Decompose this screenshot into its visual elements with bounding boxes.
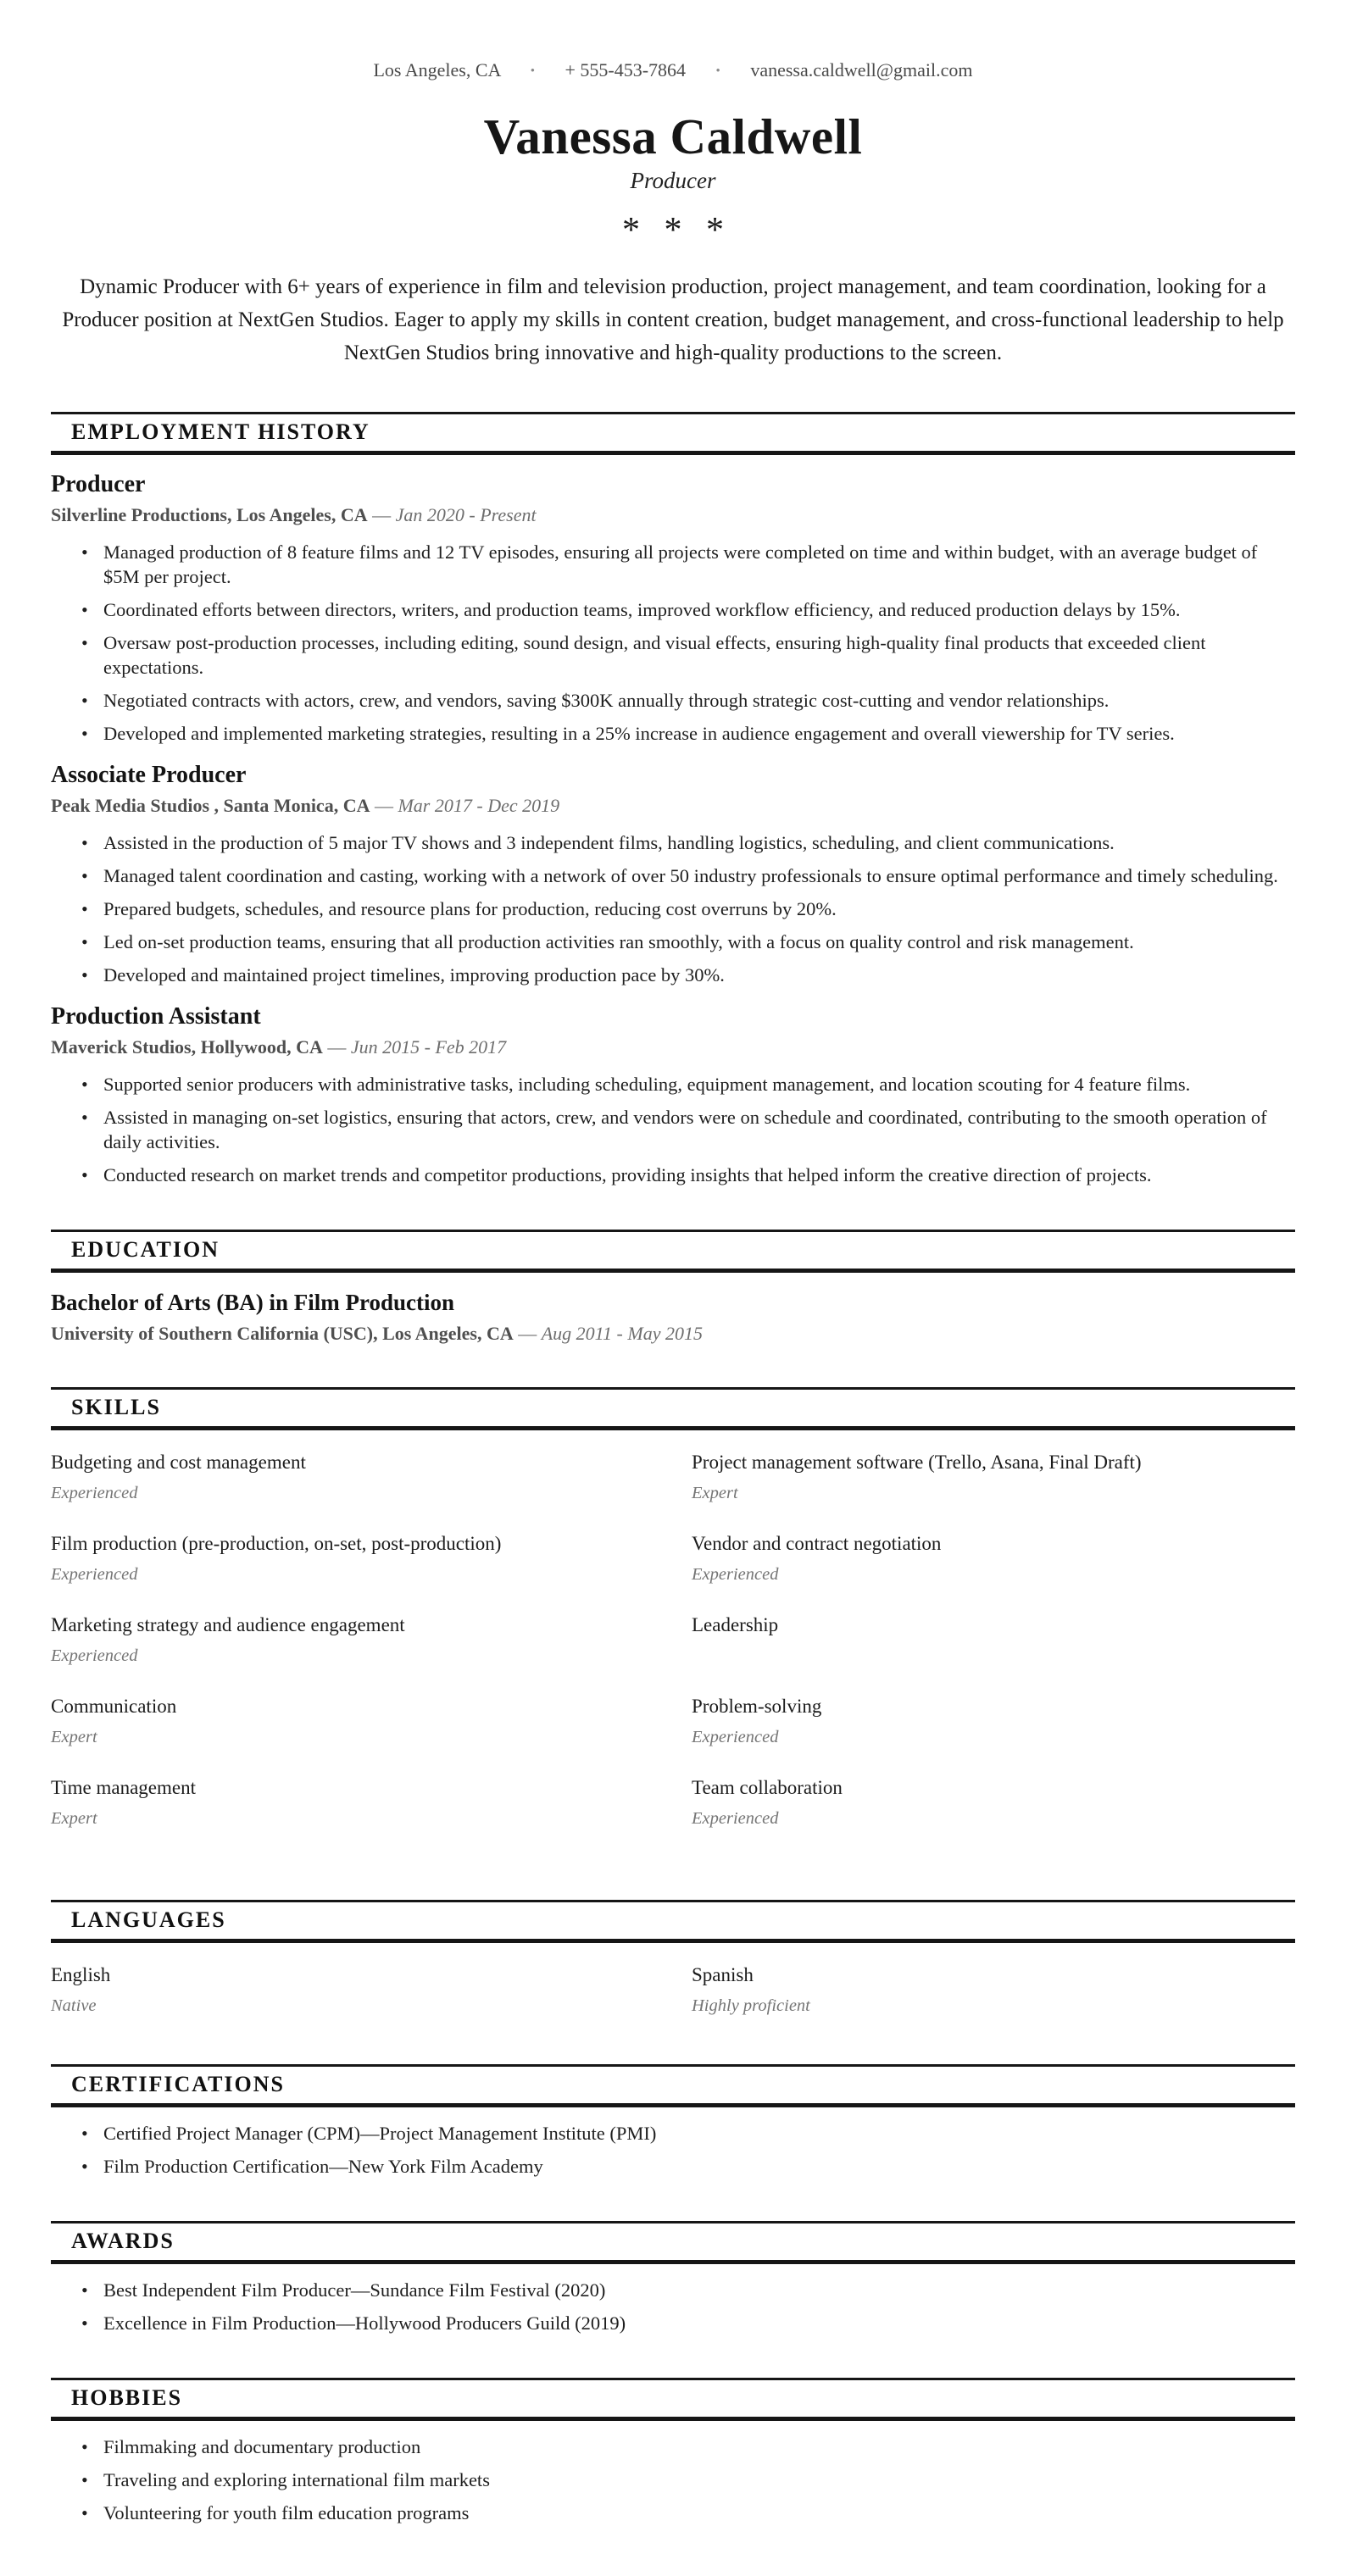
- contact-line: [51, 59, 1295, 81]
- skill-level: Experienced: [692, 1809, 779, 1828]
- skill-item: [692, 1451, 1295, 1504]
- skill-name: Marketing strategy and audience engagement: [51, 1614, 405, 1635]
- job-bullets: [51, 830, 1295, 987]
- contact-phone: + 555-453-7864: [565, 59, 687, 80]
- skill-level: Expert: [692, 1484, 738, 1502]
- section-awards: [51, 2221, 1295, 2335]
- dash-separator: —: [327, 1036, 347, 1058]
- job-dates: Jan 2020 - Present: [395, 504, 537, 525]
- section-languages: [51, 1900, 1295, 2022]
- resume-header: [51, 59, 1295, 369]
- education-dates: Aug 2011 - May 2015: [541, 1323, 703, 1344]
- skill-level: Experienced: [51, 1565, 138, 1584]
- skill-level: [692, 1646, 1295, 1667]
- section-title: SKILLS: [51, 1387, 1295, 1430]
- job-entry: [51, 762, 1295, 987]
- contact-email: vanessa.caldwell@gmail.com: [750, 59, 973, 80]
- job-company: Silverline Productions, Los Angeles, CA: [51, 504, 368, 525]
- job-entry: [51, 1003, 1295, 1187]
- hobby-item: • Volunteering for youth film education programs: [51, 2501, 1295, 2525]
- hobby-item: • Filmmaking and documentary production: [51, 2434, 1295, 2459]
- job-dates: Mar 2017 - Dec 2019: [398, 795, 560, 816]
- job-company: Maverick Studios, Hollywood, CA: [51, 1036, 323, 1058]
- section-title: EDUCATION: [51, 1230, 1295, 1273]
- hobbies-list: [51, 2434, 1295, 2525]
- asterisk-divider-icon: * * *: [622, 211, 724, 250]
- skill-item: [692, 1532, 1295, 1585]
- job-bullet: • Supported senior producers with administrative tasks, including scheduling, equipment management, and location scouting for 4 feature films.: [51, 1072, 1295, 1096]
- degree-title: Bachelor of Arts (BA) in Film Production: [51, 1290, 454, 1315]
- skill-item: [692, 1695, 1295, 1748]
- language-level: Native: [51, 1996, 97, 2015]
- language-name: Spanish: [692, 1964, 754, 1985]
- section-skills: [51, 1387, 1295, 1857]
- job-dates: Jun 2015 - Feb 2017: [350, 1036, 507, 1058]
- award-item: • Best Independent Film Producer—Sundance Film Festival (2020): [51, 2278, 1295, 2302]
- education-meta: [51, 1323, 1295, 1345]
- dash-separator: —: [518, 1323, 537, 1344]
- job-bullet: • Conducted research on market trends and competitor productions, providing insights that helped inform the creative direction of projects.: [51, 1163, 1295, 1187]
- job-bullet: • Prepared budgets, schedules, and resource plans for production, reducing cost overruns by 20%.: [51, 897, 1295, 921]
- language-item: [51, 1963, 654, 2017]
- section-title: CERTIFICATIONS: [51, 2064, 1295, 2107]
- hobby-item: • Traveling and exploring international film markets: [51, 2468, 1295, 2492]
- skill-level: Expert: [51, 1809, 97, 1828]
- job-entry: [51, 471, 1295, 746]
- skill-name: Problem-solving: [692, 1696, 822, 1717]
- job-bullet: • Oversaw post-production processes, including editing, sound design, and visual effects, ensuring high-quality final products that exceeded client expectations.: [51, 630, 1295, 680]
- skill-item: [51, 1451, 654, 1504]
- skill-name: Communication: [51, 1696, 177, 1717]
- job-bullet: • Assisted in managing on-set logistics, ensuring that actors, crew, and vendors were on schedule and coordinated, contributing to the smooth operation of daily activities.: [51, 1105, 1295, 1154]
- language-level: Highly proficient: [692, 1996, 810, 2015]
- contact-location: Los Angeles, CA: [373, 59, 501, 80]
- skill-level: Expert: [51, 1728, 97, 1746]
- skill-name: Budgeting and cost management: [51, 1452, 306, 1473]
- role-subtitle: Producer: [630, 168, 716, 193]
- dot-separator-icon: •: [530, 64, 535, 78]
- section-education: [51, 1230, 1295, 1345]
- job-title: Production Assistant: [51, 1003, 261, 1030]
- job-meta: [51, 795, 1295, 817]
- award-item: • Excellence in Film Production—Hollywood Producers Guild (2019): [51, 2311, 1295, 2335]
- job-meta: [51, 504, 1295, 526]
- section-title: LANGUAGES: [51, 1900, 1295, 1943]
- job-bullets: [51, 540, 1295, 746]
- skill-name: Team collaboration: [692, 1777, 843, 1798]
- dot-separator-icon: •: [715, 64, 720, 78]
- skill-name: Time management: [51, 1777, 196, 1798]
- skill-item: [51, 1695, 654, 1748]
- jobs-list: [51, 471, 1295, 1187]
- job-bullet: • Assisted in the production of 5 major TV shows and 3 independent films, handling logistics, scheduling, and client communications.: [51, 830, 1295, 855]
- job-bullets: [51, 1072, 1295, 1187]
- skill-item: [51, 1532, 654, 1585]
- job-title: Producer: [51, 471, 146, 497]
- education-school: University of Southern California (USC), Los Angeles, CA: [51, 1323, 514, 1344]
- skill-name: Vendor and contract negotiation: [692, 1533, 942, 1554]
- skill-item: [692, 1613, 1295, 1667]
- skill-item: [692, 1776, 1295, 1829]
- job-bullet: • Developed and maintained project timelines, improving production pace by 30%.: [51, 963, 1295, 987]
- dash-separator: —: [372, 504, 392, 525]
- job-bullet: • Developed and implemented marketing strategies, resulting in a 25% increase in audience engagement and overall viewership for TV series.: [51, 721, 1295, 746]
- certification-item: • Film Production Certification—New York Film Academy: [51, 2154, 1295, 2179]
- job-bullet: • Negotiated contracts with actors, crew, and vendors, saving $300K annually through strategic cost-cutting and vendor relationships.: [51, 688, 1295, 713]
- language-name: English: [51, 1964, 111, 1985]
- job-bullet: • Managed talent coordination and casting, working with a network of over 50 industry professionals to ensure optimal performance and timely scheduling.: [51, 863, 1295, 888]
- job-title: Associate Producer: [51, 762, 247, 788]
- page-title: Vanessa Caldwell: [483, 108, 863, 164]
- section-employment-history: [51, 412, 1295, 1187]
- skill-name: Project management software (Trello, Asana, Final Draft): [692, 1452, 1142, 1473]
- skill-level: Experienced: [51, 1484, 138, 1502]
- job-company: Peak Media Studios , Santa Monica, CA: [51, 795, 370, 816]
- skill-item: [51, 1776, 654, 1829]
- language-item: [692, 1963, 1295, 2017]
- skill-level: Experienced: [51, 1646, 138, 1665]
- certification-item: • Certified Project Manager (CPM)—Project Management Institute (PMI): [51, 2121, 1295, 2146]
- section-title: AWARDS: [51, 2221, 1295, 2264]
- skill-level: Experienced: [692, 1565, 779, 1584]
- summary-text: Dynamic Producer with 6+ years of experience in film and television production, project management, and team coordination, looking for a Producer position at NextGen Studios. Eager to apply my skills in content creation, budget management, and cross-functional leadership to help NextGen Studios bring innovative and high-quality productions to the screen.: [62, 275, 1284, 364]
- section-certifications: [51, 2064, 1295, 2179]
- section-hobbies: [51, 2378, 1295, 2525]
- job-bullet: • Led on-set production teams, ensuring that all production activities ran smoothly, with a focus on quality control and risk management.: [51, 930, 1295, 954]
- job-bullet: • Managed production of 8 feature films and 12 TV episodes, ensuring all projects were completed on time and within budget, with an average budget of $5M per project.: [51, 540, 1295, 589]
- languages-grid: [51, 1963, 1295, 2022]
- job-bullet: • Coordinated efforts between directors, writers, and production teams, improved workflow efficiency, and reduced production delays by 15%.: [51, 597, 1295, 622]
- skill-name: Film production (pre-production, on-set, post-production): [51, 1533, 502, 1554]
- dash-separator: —: [374, 795, 393, 816]
- skill-name: Leadership: [692, 1614, 779, 1635]
- skills-grid: [51, 1451, 1295, 1857]
- section-title: EMPLOYMENT HISTORY: [51, 412, 1295, 455]
- awards-list: [51, 2278, 1295, 2335]
- section-title: HOBBIES: [51, 2378, 1295, 2421]
- skill-item: [51, 1613, 654, 1667]
- skill-level: Experienced: [692, 1728, 779, 1746]
- certifications-list: [51, 2121, 1295, 2179]
- job-meta: [51, 1036, 1295, 1058]
